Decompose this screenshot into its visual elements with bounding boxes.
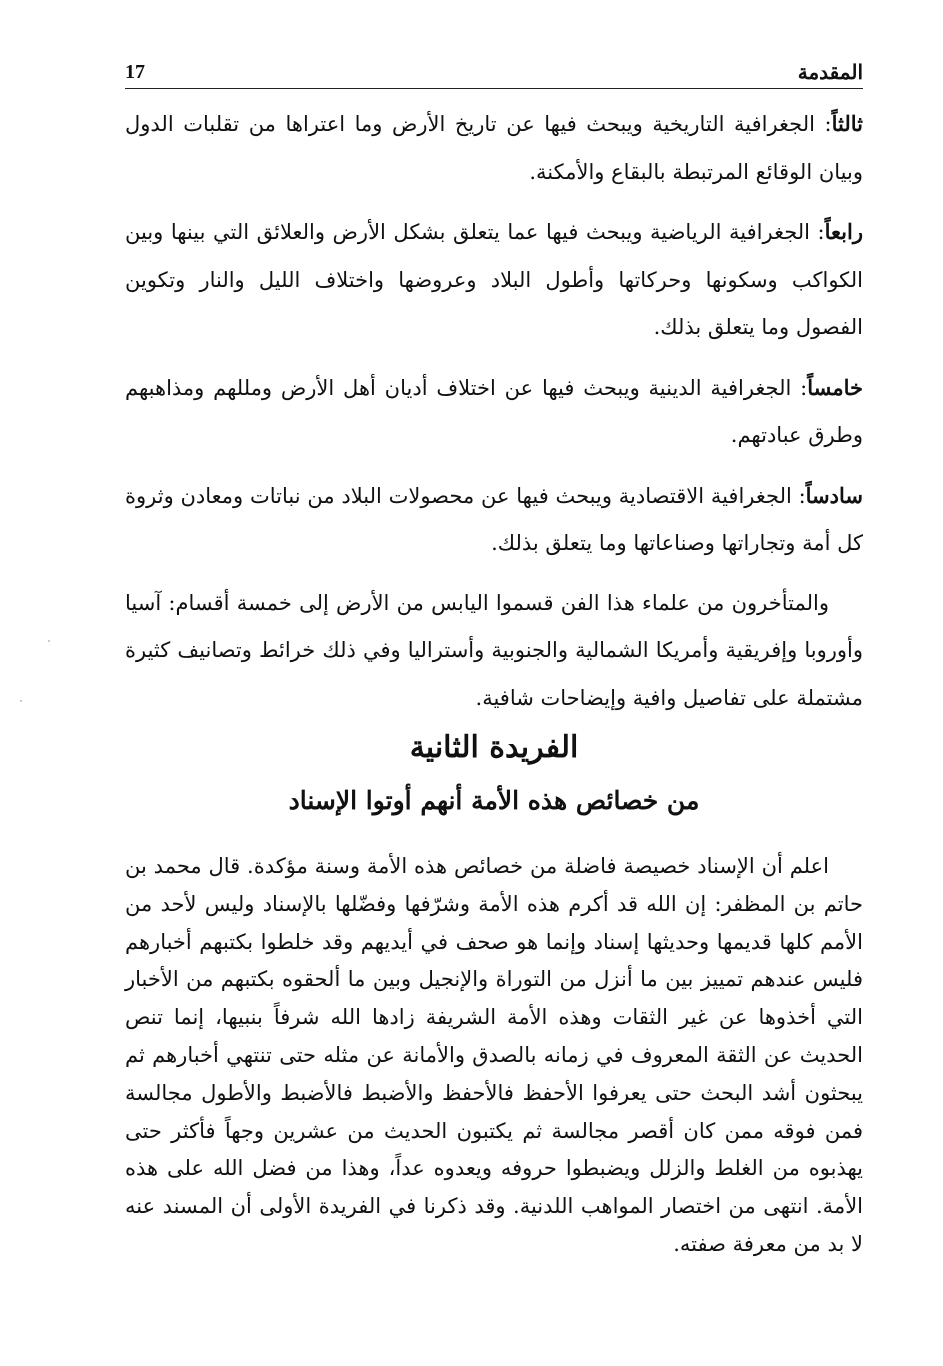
paragraph-fourth bbox=[125, 208, 863, 352]
scan-speck bbox=[48, 640, 50, 642]
scan-speck bbox=[20, 700, 22, 702]
paragraph-lead: خامساً bbox=[807, 374, 863, 400]
section-headings bbox=[125, 720, 863, 826]
paragraph-sixth bbox=[125, 472, 863, 568]
intro-text bbox=[125, 100, 863, 734]
paragraph-fifth bbox=[125, 364, 863, 460]
paragraph-text: : الجغرافية الاقتصادية ويبحث فيها عن محصولات البلاد من نباتات ومعادن وثروة كل أمة وتجاراتها وصناعاتها وما يتعلق بذلك. bbox=[125, 483, 863, 555]
paragraph-lead: ثالثاً bbox=[831, 111, 863, 136]
section-paragraph: اعلم أن الإسناد خصيصة فاضلة من خصائص هذه الأمة وسنة مؤكدة. قال محمد بن حاتم بن المظفر: إن الله قد أكرم هذه الأمة وشرّفها وفضّلها بالإسناد وليس لأحد من الأمم كلها قديمها وحديثها إسناد وإنما هو صحف في أيديهم وقد خلطوا بكتبهم أخبارهم فليس عندهم تمييز بين ما أنزل من التوراة والإنجيل وبين ما ألحقوه بكتبهم من الأخبار التي أخذوها عن غير الثقات وهذه الأمة الشريفة زادها الله شرفاً بنبيها، إنما تنص الحديث عن الثقة المعروف في زمانه بالصدق والأمانة عن مثله حتى تنتهي أخبارهم ثم يبحثون أشد البحث حتى يعرفوا الأحفظ فالأحفظ والأضبط فالأضبط والأطول مجالسة فمن فوقه ممن كان أقصر مجالسة ثم يكتبون الحديث من عشرين وجهاً فأكثر حتى يهذبوه من الغلط والزلل ويضبطوا حروفه ويعدوه عداً، وهذا من فضل الله على هذه الأمة. انتهى من اختصار المواهب اللدنية. وقد ذكرنا في الفريدة الأولى أن المسند عنه لا بد من معرفة صفته. bbox=[125, 854, 864, 1256]
paragraph-text: : الجغرافية التاريخية ويبحث فيها عن تاريخ الأرض وما اعتراها من تقلبات الدول وبيان الوقائع المرتبطة بالبقاع والأمكنة. bbox=[125, 112, 863, 184]
section-body bbox=[125, 848, 863, 1264]
paragraph-closing: والمتأخرون من علماء هذا الفن قسموا اليابس من الأرض إلى خمسة أقسام: آسيا وأوروبا وإفريقية وأمريكا الشمالية والجنوبية وأستراليا وفي ذلك خرائط وتصانيف كثيرة مشتملة على تفاصيل وافية وإيضاحات شافية. bbox=[125, 590, 863, 710]
paragraph-third bbox=[125, 100, 863, 196]
paragraph-text: : الجغرافية الرياضية ويبحث فيها عما يتعلق بشكل الأرض والعلائق التي بينها وبين الكواكب وسكونها وحركاتها وأطول البلاد وعروضها واختلاف الليل والنار وتكوين الفصول وما يتعلق بذلك. bbox=[125, 220, 863, 339]
paragraph-text: : الجغرافية الدينية ويبحث فيها عن اختلاف أديان أهل الأرض ومللهم ومذاهبهم وطرق عبادتهم. bbox=[125, 375, 863, 447]
paragraph-lead: سادساً bbox=[805, 482, 863, 508]
page-number: 17 bbox=[125, 61, 145, 83]
section-subheading: من خصائص هذه الأمة أنهم أوتوا الإسناد bbox=[288, 786, 700, 815]
section-heading: الفريدة الثانية bbox=[409, 730, 579, 765]
paragraph-lead: رابعاً bbox=[824, 219, 863, 244]
running-title: المقدمة bbox=[797, 60, 863, 84]
running-header bbox=[125, 52, 863, 89]
